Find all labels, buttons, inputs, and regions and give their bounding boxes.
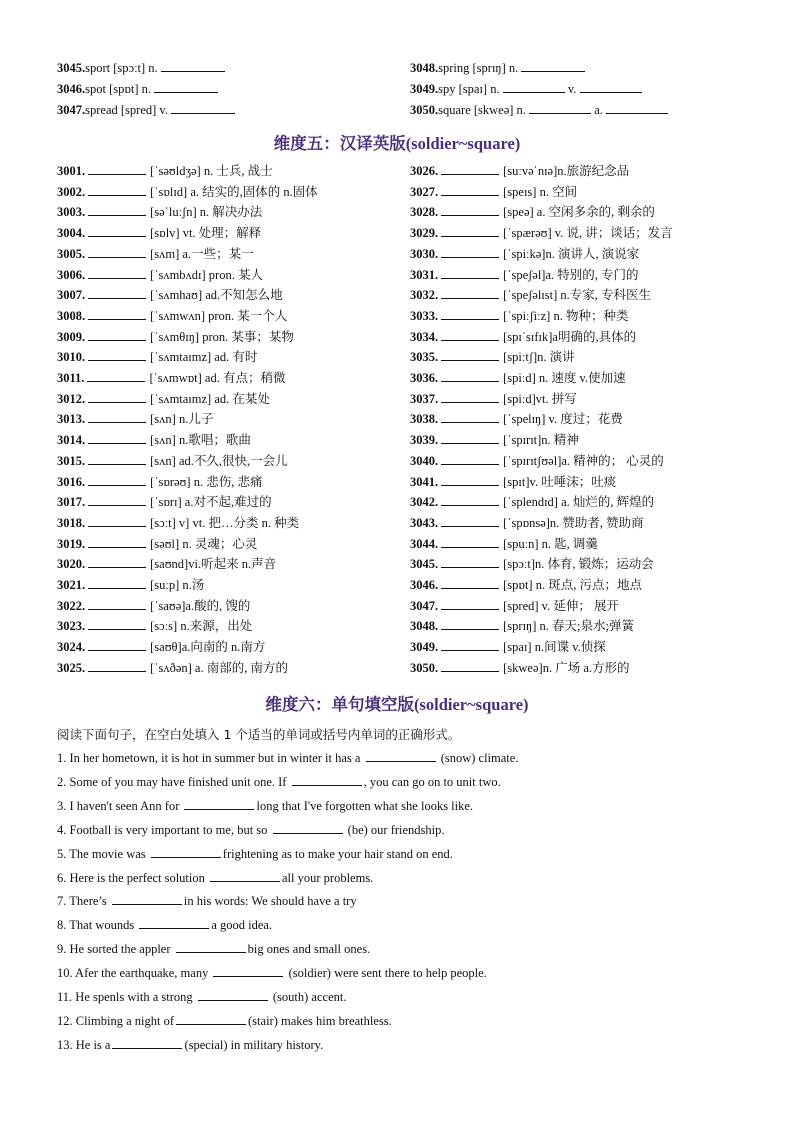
sentence-text: long that I've forgotten what she looks like.: [256, 798, 474, 813]
item-number: 3050.: [410, 103, 439, 117]
answer-blank[interactable]: [441, 285, 499, 299]
answer-blank[interactable]: [441, 637, 499, 651]
item-number: 3038.: [410, 412, 439, 427]
item-definition: [spiːd] n. 速度 v.使加速: [503, 371, 626, 385]
answer-blank[interactable]: [441, 182, 499, 196]
sentence-item: [57, 891, 357, 915]
instructions: 阅读下面句子，在空白处填入 1 个适当的单词或括号内单词的正确形式。: [57, 727, 461, 742]
item-definition: [ˈsʌmbʌdɪ] pron. 某人: [150, 267, 263, 282]
item-definition: [ˈsʌmθɪŋ] pron. 某事；某物: [150, 329, 294, 344]
section-title-zh: 维度五：汉译英版: [273, 134, 406, 153]
answer-blank[interactable]: [521, 58, 585, 72]
item-definition: [ˈsɒrɪ] a.对不起,难过的: [150, 495, 272, 510]
sentence-text: 6. Here is the perfect solution: [57, 870, 208, 885]
top-item: [57, 100, 235, 121]
answer-blank[interactable]: [441, 244, 499, 258]
answer-blank[interactable]: [441, 534, 499, 548]
item-definition: [sɔːt] v] vt. 把…分类 n. 种类: [150, 515, 300, 530]
sentence-text: 5. The movie was: [57, 846, 149, 861]
item-definition: [saʊθ]a.向南的 n.南方: [150, 640, 266, 655]
answer-blank[interactable]: [88, 534, 146, 548]
item-number: 3032.: [410, 288, 439, 303]
top-item: [57, 58, 225, 79]
item-number: 3029.: [410, 226, 439, 241]
answer-blank[interactable]: [176, 939, 246, 953]
item-number: 3033.: [410, 308, 439, 323]
item-text: spot [spɒt] n.: [85, 82, 155, 96]
item-definition: [sʌn] n.儿子: [150, 412, 214, 427]
vocab-item: [410, 285, 651, 306]
answer-blank[interactable]: [441, 368, 499, 382]
item-number: 3046.: [410, 578, 439, 592]
sentence-text: (south) accent.: [269, 990, 347, 1004]
answer-blank[interactable]: [441, 347, 499, 361]
item-pos: v.: [564, 82, 580, 96]
item-definition: [ˈspelɪŋ] v. 度过；花费: [503, 412, 623, 427]
answer-blank[interactable]: [88, 327, 146, 341]
item-definition: [ˈsʌmwʌn] pron. 某一个人: [150, 308, 288, 323]
answer-blank[interactable]: [88, 658, 146, 672]
section-title-range: (soldier~square): [405, 134, 521, 153]
item-definition: [suːvəˈnɪə]n.旅游纪念品: [503, 164, 630, 178]
item-number: 3024.: [57, 640, 86, 655]
item-number: 3043.: [410, 515, 439, 530]
answer-blank[interactable]: [88, 182, 146, 196]
vocab-item: [57, 409, 213, 430]
answer-blank[interactable]: [88, 389, 146, 403]
answer-blank[interactable]: [441, 596, 499, 610]
sentence-item: [57, 987, 346, 1011]
item-definition: [ˈspeʃəl]a. 特别的, 专门的: [503, 267, 639, 282]
item-number: 3026.: [410, 164, 439, 178]
answer-blank[interactable]: [88, 223, 146, 237]
item-number: 3045.: [410, 557, 439, 572]
item-definition: [spɪˈsɪfɪk]a明确的,具体的: [503, 329, 637, 344]
answer-blank[interactable]: [88, 616, 146, 630]
vocab-item: [410, 327, 636, 348]
vocab-item: [57, 554, 276, 575]
sentence-item: [57, 820, 445, 844]
section-title-zh: 维度六：单句填空版: [265, 695, 414, 714]
answer-blank[interactable]: [88, 554, 146, 568]
item-number: 3037.: [410, 391, 439, 406]
section-title-range: (soldier~square): [413, 695, 529, 714]
answer-blank[interactable]: [88, 306, 146, 320]
vocab-item: [57, 637, 265, 658]
vocab-item: [57, 616, 252, 637]
item-number: 3025.: [57, 660, 86, 675]
answer-blank[interactable]: [88, 244, 146, 258]
item-number: 3030.: [410, 246, 439, 261]
item-definition: [ˈsʌmtaɪmz] ad. 有时: [150, 350, 258, 365]
answer-blank[interactable]: [580, 79, 642, 93]
vocab-item: [410, 409, 623, 430]
answer-blank[interactable]: [88, 409, 146, 423]
item-number: 3020.: [57, 557, 86, 572]
answer-blank[interactable]: [88, 161, 146, 175]
answer-blank[interactable]: [441, 409, 499, 423]
item-number: 3036.: [410, 371, 439, 385]
vocab-item: [57, 472, 262, 493]
item-number: 3031.: [410, 267, 439, 282]
sentence-item: [57, 772, 501, 796]
answer-blank[interactable]: [606, 100, 668, 114]
answer-blank[interactable]: [88, 575, 146, 589]
vocab-item: [410, 182, 577, 203]
item-definition: [ˈsʌmhaʊ] ad.不知怎么地: [150, 288, 283, 303]
item-number: 3021.: [57, 578, 86, 592]
item-definition: [sɔːs] n.来源，出处: [150, 619, 253, 634]
vocab-item: [57, 596, 250, 617]
item-definition: [ˈspeʃəlɪst] n.专家, 专科医生: [503, 288, 652, 303]
answer-blank[interactable]: [154, 79, 218, 93]
answer-blank[interactable]: [441, 327, 499, 341]
item-number: 3019.: [57, 536, 86, 551]
answer-blank[interactable]: [441, 161, 499, 175]
item-definition: [spiːd]vt. 拼写: [503, 391, 577, 406]
vocab-item: [57, 161, 273, 182]
item-number: 3013.: [57, 412, 86, 427]
vocab-item: [410, 492, 654, 513]
item-number: 3012.: [57, 391, 86, 406]
sentence-item: [57, 1011, 392, 1035]
top-row: [57, 100, 757, 121]
sentence-text: (be) our friendship.: [344, 822, 445, 837]
sentence-text: frightening as to make your hair stand on end.: [222, 846, 453, 861]
top-row: [57, 58, 757, 79]
item-definition: [ˈsʌmwɒt] ad. 有点；稍微: [149, 371, 286, 385]
answer-blank[interactable]: [441, 472, 499, 486]
answer-blank[interactable]: [292, 772, 362, 786]
sentence-item: [57, 844, 453, 868]
answer-blank[interactable]: [176, 1011, 246, 1025]
item-definition: [ˈsɒlɪd] a. 结实的,固体的 n.固体: [150, 184, 318, 199]
vocab-item: [410, 451, 664, 472]
sentence-text: in his words: We should have a try: [183, 894, 357, 909]
item-definition: [ˈsplendɪd] a. 灿烂的, 辉煌的: [503, 495, 655, 510]
sentence-item: [57, 796, 473, 820]
item-number: 3045.: [57, 61, 86, 75]
answer-blank[interactable]: [441, 389, 499, 403]
answer-blank[interactable]: [88, 472, 146, 486]
section-five-title: [0, 130, 794, 154]
vocab-item: [410, 472, 616, 493]
vocab-item: [410, 658, 630, 679]
section-six-title: [0, 691, 794, 715]
item-definition: [ˈspɪrɪt]n. 精神: [503, 433, 579, 448]
sentence-item: [57, 748, 518, 772]
answer-blank[interactable]: [441, 451, 499, 465]
item-number: 3039.: [410, 433, 439, 448]
sentence-item: [57, 963, 487, 987]
item-definition: [ˈspiːʃiːz] n. 物种；种类: [503, 308, 629, 323]
item-definition: [sʌm] a.一些；某一: [150, 246, 254, 261]
item-pos: a.: [591, 103, 606, 117]
item-definition: [ˈsʌmtaɪmz] ad. 在某处: [150, 391, 270, 406]
answer-blank[interactable]: [88, 596, 146, 610]
sentence-text: 4. Football is very important to me, but so: [57, 822, 271, 837]
answer-blank[interactable]: [210, 868, 280, 882]
answer-blank[interactable]: [88, 430, 146, 444]
sentence-text: (soldier) were sent there to help people.: [285, 966, 487, 981]
item-definition: [ˈsʌðən] a. 南部的, 南方的: [150, 660, 288, 675]
item-number: 3014.: [57, 433, 86, 448]
answer-blank[interactable]: [88, 202, 146, 216]
item-number: 3047.: [410, 598, 439, 613]
vocab-item: [410, 534, 598, 555]
answer-blank[interactable]: [198, 987, 268, 1001]
item-number: 3016.: [57, 474, 86, 489]
item-definition: [sʌn] n.歌唱；歌曲: [150, 433, 251, 448]
item-definition: [sʌn] ad.不久,很快,一会儿: [150, 453, 288, 468]
vocab-item: [410, 430, 579, 451]
item-number: 3018.: [57, 515, 86, 530]
vocab-item: [410, 347, 575, 368]
item-definition: [spɪt]v. 吐唾沫；吐痰: [503, 474, 617, 489]
sentence-text: 7. There’s: [57, 894, 110, 909]
sentence-text: 1. In her hometown, it is hot in summer but in winter it has a: [57, 751, 364, 765]
vocab-item: [57, 223, 261, 244]
vocab-item: [410, 223, 673, 244]
item-number: 3002.: [57, 184, 86, 199]
top-row: [57, 79, 757, 100]
answer-blank[interactable]: [441, 658, 499, 672]
item-definition: [speə] a. 空闲多余的, 剩余的: [503, 205, 655, 220]
top-item: [410, 79, 642, 100]
vocab-item: [410, 368, 626, 389]
item-number: 3040.: [410, 453, 439, 468]
vocab-item: [410, 265, 639, 286]
sentence-text: 13. He is a: [57, 1037, 111, 1052]
answer-blank[interactable]: [441, 202, 499, 216]
item-number: 3027.: [410, 184, 439, 199]
item-text: square [skweə] n.: [438, 103, 530, 117]
vocab-item: [410, 596, 619, 617]
answer-blank[interactable]: [441, 513, 499, 527]
vocab-item: [410, 575, 642, 596]
answer-blank[interactable]: [441, 306, 499, 320]
vocab-item: [57, 368, 285, 389]
answer-blank[interactable]: [88, 265, 146, 279]
answer-blank[interactable]: [529, 100, 591, 114]
vocab-item: [57, 534, 257, 555]
item-number: 3049.: [410, 640, 439, 655]
item-number: 3009.: [57, 329, 86, 344]
vocab-item: [57, 451, 288, 472]
item-definition: [speɪs] n. 空间: [503, 184, 578, 199]
item-definition: [skweə]n. 广场 a.方形的: [503, 660, 630, 675]
item-number: 3015.: [57, 453, 86, 468]
answer-blank[interactable]: [88, 347, 146, 361]
answer-blank[interactable]: [151, 844, 221, 858]
item-definition: [sɒlv] vt. 处理；解释: [150, 226, 262, 241]
answer-blank[interactable]: [441, 492, 499, 506]
sentence-text: 9. He sorted the appler: [57, 942, 174, 957]
sentence-text: (snow) climate.: [437, 751, 519, 765]
answer-blank[interactable]: [213, 963, 283, 977]
item-number: 3010.: [57, 350, 86, 365]
item-text: spy [spaɪ] n.: [438, 82, 503, 96]
sentence-item: [57, 939, 370, 963]
item-text: sport [spɔːt] n.: [85, 61, 161, 75]
vocab-item: [57, 347, 257, 368]
item-number: 3001.: [57, 164, 86, 178]
answer-blank[interactable]: [441, 616, 499, 630]
sentence-text: (special) in military history.: [184, 1037, 324, 1052]
item-number: 3041.: [410, 474, 439, 489]
answer-blank[interactable]: [88, 637, 146, 651]
item-number: 3028.: [410, 205, 439, 220]
item-number: 3005.: [57, 246, 86, 261]
vocab-item: [57, 306, 287, 327]
item-number: 3017.: [57, 495, 86, 510]
vocab-item: [410, 161, 629, 182]
item-number: 3048.: [410, 619, 439, 634]
item-definition: [səˈluːʃn] n. 解决办法: [150, 205, 263, 220]
sentence-item: [57, 1035, 323, 1059]
vocab-item: [57, 327, 294, 348]
item-definition: [saʊnd]vi.听起来 n.声音: [150, 557, 277, 572]
sentence-text: 8. That wounds: [57, 918, 138, 933]
item-definition: [spɒt] n. 斑点, 污点；地点: [503, 578, 642, 592]
item-definition: [suːp] n.汤: [150, 578, 205, 592]
answer-blank[interactable]: [441, 430, 499, 444]
vocab-item: [57, 430, 251, 451]
sentence-text: a good idea.: [211, 918, 273, 933]
sentence-item: [57, 915, 272, 939]
vocab-item: [57, 285, 283, 306]
item-number: 3022.: [57, 598, 86, 613]
vocab-item: [57, 265, 263, 286]
vocab-item: [57, 389, 270, 410]
item-number: 3047.: [57, 103, 86, 117]
sentence-text: big ones and small ones.: [247, 942, 371, 957]
answer-blank[interactable]: [112, 1035, 182, 1049]
item-number: 3049.: [410, 82, 439, 96]
item-definition: [səʊl] n. 灵魂；心灵: [150, 536, 258, 551]
answer-blank[interactable]: [88, 513, 146, 527]
top-item: [57, 79, 218, 100]
item-text: spread [spred] v.: [85, 103, 172, 117]
item-number: 3035.: [410, 350, 439, 365]
answer-blank[interactable]: [503, 79, 565, 93]
answer-blank[interactable]: [171, 100, 235, 114]
item-number: 3007.: [57, 288, 86, 303]
vocab-item: [410, 554, 654, 575]
item-definition: [sprɪŋ] n. 春天;泉水;弹簧: [503, 619, 634, 634]
item-number: 3023.: [57, 619, 86, 634]
vocab-item: [57, 513, 299, 534]
item-definition: [ˈspɒnsə]n. 赞助者, 赞助商: [503, 515, 644, 530]
item-number: 3004.: [57, 226, 86, 241]
sentence-text: all your problems.: [282, 870, 374, 885]
item-definition: [spɔːt]n. 体育, 锻炼；运动会: [503, 557, 654, 572]
item-number: 3050.: [410, 660, 439, 675]
item-definition: [ˈsɒrəʊ] n. 悲伤, 悲痛: [150, 474, 263, 489]
item-text: spring [sprɪŋ] n.: [438, 61, 522, 75]
answer-blank[interactable]: [87, 368, 145, 382]
vocab-item: [57, 182, 318, 203]
item-definition: [ˈspiːkə]n. 演讲人, 演说家: [503, 246, 640, 261]
vocab-item: [57, 202, 262, 223]
item-definition: [spuːn] n. 匙, 调羹: [503, 536, 598, 551]
item-number: 3042.: [410, 495, 439, 510]
answer-blank[interactable]: [273, 820, 343, 834]
item-number: 3008.: [57, 308, 86, 323]
sentence-text: , you can go on to unit two.: [363, 774, 501, 789]
item-definition: [ˈsəʊldʒə] n. 士兵, 战士: [150, 164, 273, 178]
vocab-item: [410, 244, 639, 265]
vocab-item: [57, 658, 288, 679]
answer-blank[interactable]: [161, 58, 225, 72]
sentence-text: 12. Climbing a night of: [57, 1013, 175, 1028]
item-number: 3048.: [410, 61, 439, 75]
answer-blank[interactable]: [88, 492, 146, 506]
vocab-item: [410, 513, 644, 534]
vocab-item: [57, 492, 272, 513]
sentence-text: 10. Afer the earthquake, many: [57, 966, 212, 981]
vocab-item: [410, 637, 606, 658]
item-definition: [spaɪ] n.间谍 v.侦探: [503, 640, 606, 655]
answer-blank[interactable]: [88, 451, 146, 465]
item-definition: [ˈspɪrɪtʃʊəl]a. 精神的； 心灵的: [503, 453, 664, 468]
vocab-item: [57, 575, 204, 596]
answer-blank[interactable]: [366, 748, 436, 762]
sentence-text: 3. I haven't seen Ann for: [57, 798, 183, 813]
answer-blank[interactable]: [441, 554, 499, 568]
answer-blank[interactable]: [139, 915, 209, 929]
item-number: 3011.: [57, 371, 85, 385]
vocab-item: [410, 202, 655, 223]
item-number: 3044.: [410, 536, 439, 551]
item-number: 3046.: [57, 82, 86, 96]
item-number: 3034.: [410, 329, 439, 344]
sentence-text: 2. Some of you may have finished unit one. If: [57, 774, 290, 789]
item-number: 3003.: [57, 205, 86, 220]
answer-blank[interactable]: [441, 265, 499, 279]
item-definition: [spiːtʃ]n. 演讲: [503, 350, 575, 365]
top-item: [410, 100, 668, 121]
answer-blank[interactable]: [441, 223, 499, 237]
item-definition: [ˈsaʊə]a.酸的, 馊的: [150, 598, 251, 613]
item-number: 3006.: [57, 267, 86, 282]
top-item: [410, 58, 585, 79]
item-definition: [spred] v. 延伸； 展开: [503, 598, 619, 613]
vocab-item: [410, 306, 628, 327]
sentence-text: 11. He spenls with a strong: [57, 990, 196, 1004]
answer-blank[interactable]: [441, 575, 499, 589]
answer-blank[interactable]: [88, 285, 146, 299]
answer-blank[interactable]: [112, 891, 182, 905]
sentence-text: (stair) makes him breathless.: [248, 1013, 392, 1028]
item-definition: [ˈspærəʊ] v. 说, 讲；谈话；发言: [503, 226, 673, 241]
sentence-item: [57, 868, 373, 892]
vocab-item: [410, 389, 577, 410]
answer-blank[interactable]: [184, 796, 254, 810]
vocab-item: [57, 244, 254, 265]
vocab-item: [410, 616, 634, 637]
